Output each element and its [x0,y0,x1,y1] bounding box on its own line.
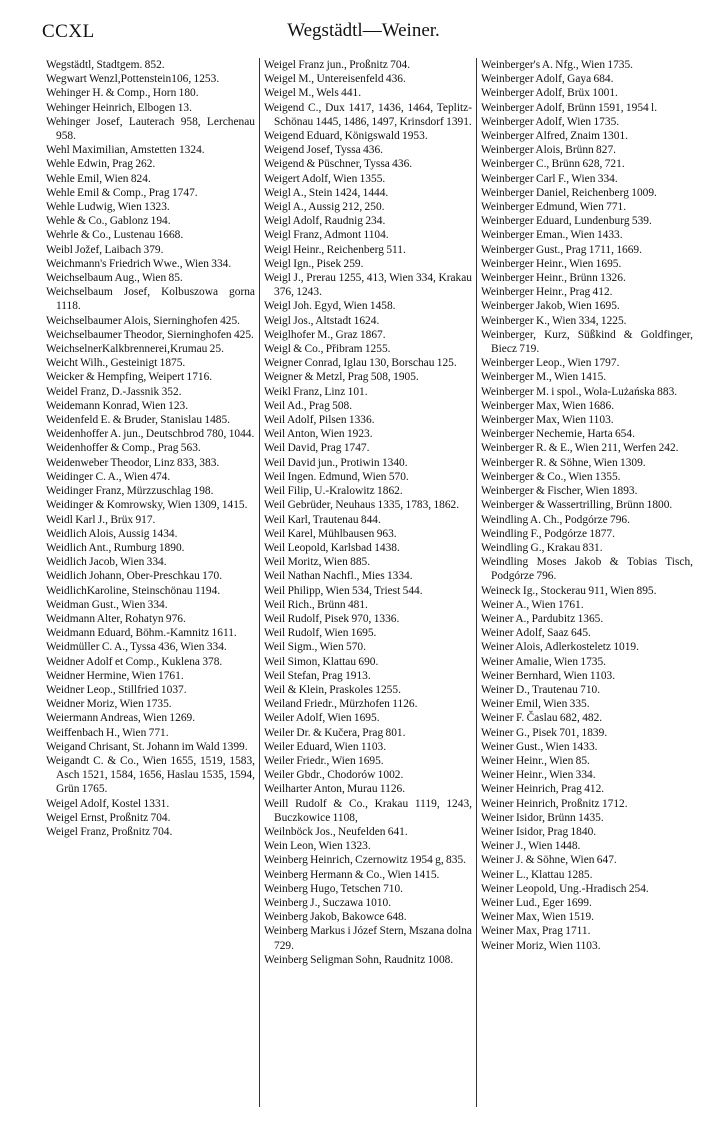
directory-entry: Weindling G., Krakau 831. [481,541,603,554]
directory-entry: Weigel M., Wels 441. [264,87,362,100]
directory-entry: Weidlich Ant., Rumburg 1890. [46,541,185,554]
directory-entry: Weil David jun., Protiwin 1340. [264,456,408,469]
directory-entry: Wehrle & Co., Lustenau 1668. [46,229,184,242]
directory-entry: Weinberger Eduard, Lundenburg 539. [481,215,652,228]
directory-entry: Wehle Emil & Comp., Prag 1747. [46,186,198,199]
directory-entry: Wehle Ludwig, Wien 1323. [46,201,170,214]
directory-entry: Weinberg J., Suczawa 1010. [264,896,392,909]
directory-entry: Wein Leon, Wien 1323. [264,840,371,853]
directory-entry: Weidinger & Komrowsky, Wien 1309, 1415. [46,499,248,512]
column-divider [259,58,260,1107]
directory-entry: Weigl A., Aussig 212, 250. [264,201,385,214]
directory-entry: Weigl Franz, Admont 1104. [264,229,389,242]
directory-entry: Weil Gebrüder, Neuhaus 1335, 1783, 1862. [264,499,460,512]
directory-entry: Weil Rudolf, Wien 1695. [264,627,377,640]
directory-entry: Weil Ad., Prag 508. [264,399,353,412]
directory-entry: Weidenhoffer A. jun., Deutschbrod 780, 1044. [46,428,255,441]
directory-entry: Weinberger Heinr., Prag 412. [481,286,613,299]
directory-entry: Weichselbaum Aug., Wien 85. [46,272,183,285]
directory-entry: Weigend C., Dux 1417, 1436, 1464, Teplitz-Schönau 1445, 1486, 1497, Krinsdorf 1391. [264,101,472,128]
directory-entry: Weinberger C., Brünn 628, 721. [481,158,625,171]
directory-entry: Weigel M., Untereisenfeld 436. [264,73,406,86]
directory-entry: Weiner Heinrich, Prag 412. [481,783,605,796]
directory-entry: Weil Karl, Trautenau 844. [264,513,381,526]
directory-entry: Weill Rudolf & Co., Krakau 1119, 1243, Buczkowice 1108, [264,797,472,824]
directory-entry: Weichmann's Friedrich Wwe., Wien 334. [46,257,232,270]
directory-entry: Weinberger M. i spol., Wola-Lużańska 883. [481,385,678,398]
directory-entry: Weigand Chrisant, St. Johann im Wald 1399. [46,740,248,753]
directory-entry: Wehle & Co., Gablonz 194. [46,215,171,228]
directory-entry: Weidenhoffer & Comp., Prag 563. [46,442,201,455]
directory-entry: Weinberger Heinr., Wien 1695. [481,257,622,270]
directory-entry: Weiner Max, Wien 1519. [481,911,595,924]
directory-entry: Weilnböck Jos., Neufelden 641. [264,825,408,838]
directory-entry: Weidman Gust., Wien 334. [46,598,168,611]
directory-entry: Weil Simon, Klattau 690. [264,655,379,668]
directory-entry: Weinberger M., Wien 1415. [481,371,607,384]
directory-entry: Weidmann Alter, Rohatyn 976. [46,612,186,625]
directory-entry: Weinberger Daniel, Reichenberg 1009. [481,186,657,199]
directory-entry: Weiland Friedr., Mürzhofen 1126. [264,698,418,711]
directory-entry: Weinberger Leop., Wien 1797. [481,357,620,370]
directory-entry: Weigl J., Prerau 1255, 413, Wien 334, Krakau 376, 1243. [264,272,472,299]
directory-entry: Weil Leopold, Karlsbad 1438. [264,541,400,554]
directory-entry: Weiler Dr. & Kučera, Prag 801. [264,726,406,739]
directory-entry: Wegwart Wenzl,Pottenstein106, 1253. [46,73,220,86]
directory-entry: Weiner Heinrich, Proßnitz 1712. [481,797,628,810]
directory-entry: Weigl A., Stein 1424, 1444. [264,186,389,199]
directory-entry: Weil Rudolf, Pisek 970, 1336. [264,612,400,625]
directory-entry: Weil Rich., Brünn 481. [264,598,368,611]
directory-entry: Weinberger & Fischer, Wien 1893. [481,485,638,498]
directory-entry: Weidl Karl J., Brüx 917. [46,513,156,526]
directory-entry: Weinberger Gust., Prag 1711, 1669. [481,243,642,256]
directory-entry: Weiler Gbdr., Chodorów 1002. [264,769,404,782]
directory-entry: Weigl Heinr., Reichenberg 511. [264,243,406,256]
directory-entry: Weinberger Carl F., Wien 334. [481,172,618,185]
directory-entry: Weiner Heinr., Wien 334. [481,769,596,782]
directory-entry: Weinberger & Co., Wien 1355. [481,470,621,483]
directory-entry: Weinberg Markus i Józef Stern, Mszana dolna 729. [264,925,472,952]
directory-entry: Weidmann Eduard, Böhm.-Kamnitz 1611. [46,627,237,640]
directory-entry: Weigend & Püschner, Tyssa 436. [264,158,413,171]
directory-entry: Weiler Friedr., Wien 1695. [264,754,384,767]
directory-entry: Weigl Ign., Pisek 259. [264,257,364,270]
directory-entry: Weilharter Anton, Murau 1126. [264,783,406,796]
directory-entry: Weiler Adolf, Wien 1695. [264,712,380,725]
directory-entry: Weinberger, Kurz, Süßkind & Goldfinger, Biecz 719. [481,328,693,356]
directory-entry: Weiermann Andreas, Wien 1269. [46,712,196,725]
column-divider [476,58,477,1107]
directory-entry: Weil Karel, Mühlbausen 963. [264,527,397,540]
directory-entry: Weigert Adolf, Wien 1355. [264,172,386,185]
directory-entry: Weicht Wilh., Gesteinigt 1875. [46,357,186,370]
directory-entry: Weil Filip, U.-Kralowitz 1862. [264,485,403,498]
directory-entry: Weiner Heinr., Wien 85. [481,754,590,767]
directory-entry: Weil Sigm., Wien 570. [264,641,366,654]
directory-entry: Weiner J., Wien 1448. [481,840,581,853]
directory-entry: Weicker & Hempfing, Weipert 1716. [46,371,213,384]
directory-entry: Weiner Emil, Wien 335. [481,698,590,711]
directory-entry: Weigend Eduard, Königswald 1953. [264,130,428,143]
directory-entry: Weidner Adolf et Comp., Kuklena 378. [46,655,223,668]
directory-entry: Weinberger's A. Nfg., Wien 1735. [481,59,633,71]
directory-entry: Weinberger Adolf, Brünn 1591, 1954 l. [481,101,658,114]
directory-entry: Weiner Adolf, Saaz 645. [481,627,591,640]
directory-entry: Weinberger K., Wien 334, 1225. [481,314,627,327]
directory-entry: Weigl Adolf, Raudnig 234. [264,215,386,228]
directory-entry: Weiner G., Pisek 701, 1839. [481,726,608,739]
directory-entry: Weil & Klein, Praskoles 1255. [264,683,401,696]
directory-entry: Wehl Maximilian, Amstetten 1324. [46,144,205,157]
directory-entry: Weichselbaum Josef, Kolbuszowa gorna 1118. [46,286,255,313]
directory-entry: Weidinger Franz, Mürzzuschlag 198. [46,485,214,498]
directory-entry: Weiner A., Wien 1761. [481,598,584,611]
directory-entry: Weiner F. Časlau 682, 482. [481,712,603,725]
directory-entry: Weiner Isidor, Brünn 1435. [481,811,604,824]
directory-entry: Weiglhofer M., Graz 1867. [264,328,386,341]
directory-entry: Weil Anton, Wien 1923. [264,428,373,441]
directory-entry: Weigandt C. & Co., Wien 1655, 1519, 1583, Asch 1521, 1584, 1656, Haslau 1535, 1594, Grün 1765. [46,754,255,796]
directory-entry: Weidemann Konrad, Wien 123. [46,399,189,412]
directory-entry: Weigel Ernst, Proßnitz 704. [46,811,171,824]
directory-entry: Weindling Moses Jakob & Tobias Tisch, Podgórze 796. [481,556,693,583]
directory-entry: Weidenfeld E. & Bruder, Stanislau 1485. [46,414,231,427]
directory-entry: Weinberg Heinrich, Czernowitz 1954 g, 835. [264,854,466,867]
page-title: Wegstädtl—Weiner. [287,20,440,41]
directory-entry: Wehinger Heinrich, Elbogen 13. [46,101,192,114]
directory-entry: Wehinger Josef, Lauterach 958, Lerchenau 958. [46,115,255,143]
directory-entry: Weidner Moriz, Wien 1735. [46,698,172,711]
directory-entry: Weinberger Adolf, Gaya 684. [481,73,614,86]
directory-entry: Weil David, Prag 1747. [264,442,370,455]
directory-entry: Weichselbaumer Theodor, Sierninghofen 425. [46,328,254,341]
directory-entry: Weindling F., Podgórze 1877. [481,527,615,540]
directory-entry: Weiner Alois, Adlerkosteletz 1019. [481,641,639,654]
directory-entry: Weineck Ig., Stockerau 911, Wien 895. [481,584,657,597]
directory-entry: Weiner D., Trautenau 710. [481,683,601,696]
page-number: CCXL [42,21,95,42]
directory-entry: Weidmüller C. A., Tyssa 436, Wien 334. [46,641,227,654]
directory-entry: Weil Stefan, Prag 1913. [264,669,371,682]
directory-entry: Weidenweber Theodor, Linz 833, 383. [46,456,220,469]
directory-entry: WeichselnerKalkbrennerei,Krumau 25. [46,343,224,356]
directory-entry: Weidinger C. A., Wien 474. [46,470,171,483]
directory-entry: Weigl Joh. Egyd, Wien 1458. [264,300,396,313]
column-3 [481,58,693,1107]
directory-entry: WeidlichKaroline, Steinschönau 1194. [46,584,221,597]
directory-entry: Weinberger Alfred, Znaim 1301. [481,130,628,143]
directory-entry: Weigl Jos., Altstadt 1624. [264,314,380,327]
directory-entry: Weidner Leop., Stillfried 1037. [46,683,187,696]
directory-entry: Weiner Max, Prag 1711. [481,925,591,938]
directory-entry: Weinberger Max, Wien 1103. [481,414,614,427]
directory-entry: Weinberg Seligman Sohn, Raudnitz 1008. [264,953,454,966]
directory-entry: Weinberger Adolf, Brüx 1001. [481,87,618,100]
directory-entry: Weikl Franz, Linz 101. [264,385,368,398]
directory-entry: Weidner Hermine, Wien 1761. [46,669,184,682]
directory-entry: Weinberger Adolf, Wien 1735. [481,115,620,128]
directory-entry: Weiner Bernhard, Wien 1103. [481,669,616,682]
directory-entry: Wehinger H. & Comp., Horn 180. [46,87,199,100]
directory-entry: Weinberger & Wassertrilling, Brünn 1800. [481,499,673,512]
directory-entry: Weigend Josef, Tyssa 436. [264,144,384,157]
directory-entry: Wehle Edwin, Prag 262. [46,158,156,171]
directory-entry: Weidlich Jacob, Wien 334. [46,556,167,569]
directory-entry: Wehle Emil, Wien 824. [46,172,151,185]
directory-entry: Weigel Franz jun., Proßnitz 704. [264,59,411,71]
directory-entry: Weinberger Eman., Wien 1433. [481,229,623,242]
directory-entry: Weichselbaumer Alois, Sierninghofen 425. [46,314,241,327]
directory-entry: Weiner A., Pardubitz 1365. [481,612,604,625]
directory-entry: Weinberger Heinr., Brünn 1326. [481,272,626,285]
directory-entry: Weil Nathan Nachfl., Mies 1334. [264,570,413,583]
directory-entry: Weiner L., Klattau 1285. [481,868,593,881]
directory-entry: Weil Moritz, Wien 885. [264,556,371,569]
directory-entry: Weil Philipp, Wien 534, Triest 544. [264,584,423,597]
directory-entry: Weiler Eduard, Wien 1103. [264,740,387,753]
directory-entry: Weigel Franz, Proßnitz 704. [46,825,173,838]
directory-entry: Weinberg Hermann & Co., Wien 1415. [264,868,440,881]
directory-entry: Weigner & Metzl, Prag 508, 1905. [264,371,419,384]
directory-entry: Weinberger Alois, Brünn 827. [481,144,616,157]
directory-entry: Weidel Franz, D.-Jassnik 352. [46,385,182,398]
directory-entry: Weiner Moriz, Wien 1103. [481,939,601,952]
directory-entry: Weil Adolf, Pilsen 1336. [264,414,375,427]
directory-entry: Wegstädtl, Stadtgem. 852. [46,59,165,71]
directory-entry: Weigl & Co., Přibram 1255. [264,343,391,356]
directory-entry: Weinberger R. & Söhne, Wien 1309. [481,456,646,469]
directory-entry: Weinberger Nechemie, Harta 654. [481,428,635,441]
directory-entry: Weidlich Alois, Aussig 1434. [46,527,178,540]
directory-entry: Weiner Lud., Eger 1699. [481,896,592,909]
directory-entry: Weiner Isidor, Prag 1840. [481,825,597,838]
directory-entry: Weigel Adolf, Kostel 1331. [46,797,170,810]
directory-entry: Weiner Leopold, Ung.-Hradisch 254. [481,882,649,895]
directory-entry: Weinberger Jakob, Wien 1695. [481,300,620,313]
directory-entry: Weiffenbach H., Wien 771. [46,726,169,739]
directory-entry: Weiner J. & Söhne, Wien 647. [481,854,617,867]
directory-entry: Weigner Conrad, Iglau 130, Borschau 125. [264,357,457,370]
directory-entry: Weiner Amalie, Wien 1735. [481,655,607,668]
directory-entry: Weinberg Hugo, Tetschen 710. [264,882,404,895]
directory-entry: Weiner Gust., Wien 1433. [481,740,598,753]
column-2 [264,58,472,1107]
directory-entry: Weindling A. Ch., Podgórze 796. [481,513,630,526]
directory-entry: Weinberger Max, Wien 1686. [481,399,615,412]
directory-entry: Weinberg Jakob, Bakowce 648. [264,911,407,924]
directory-entry: Weibl Jožef, Laibach 379. [46,243,164,256]
directory-entry: Weidlich Johann, Ober-Preschkau 170. [46,570,223,583]
directory-entry: Weinberger Edmund, Wien 771. [481,201,627,214]
column-1 [46,58,255,1107]
directory-entry: Weil Ingen. Edmund, Wien 570. [264,470,409,483]
directory-entry: Weinberger R. & E., Wien 211, Werfen 242. [481,442,679,455]
